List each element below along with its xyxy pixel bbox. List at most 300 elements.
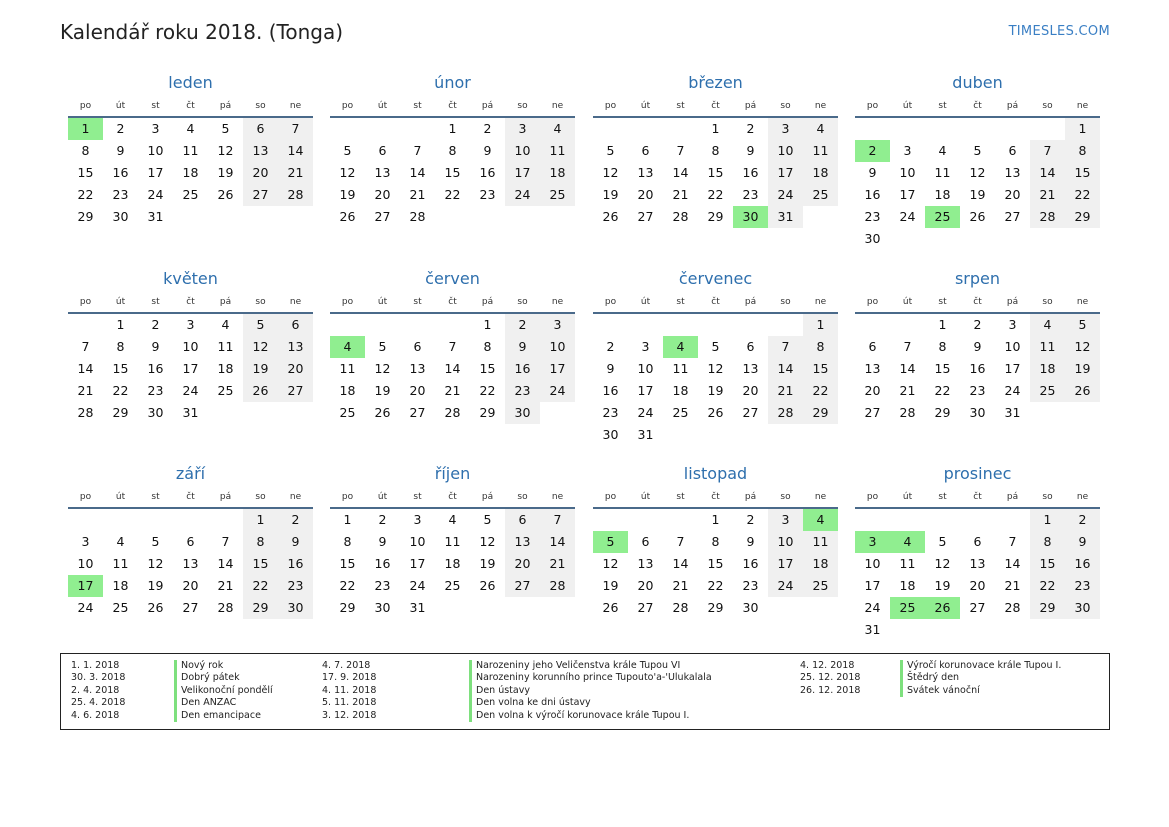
month-name: květen: [163, 269, 218, 288]
day-cell: 31: [637, 427, 654, 442]
day-cell: 22: [1065, 184, 1100, 206]
day-grid: [330, 314, 575, 424]
day-cell: 26: [339, 209, 356, 224]
day-cell: 12: [1065, 336, 1100, 358]
day-cell: 25: [803, 575, 838, 597]
day-cell: 16: [864, 187, 881, 202]
weekday-label: pá: [219, 101, 232, 111]
day-cell: 14: [278, 140, 313, 162]
legend-holiday-name: Nový rok: [174, 660, 223, 672]
day-cell: 29: [243, 597, 278, 619]
empty-cell: [68, 509, 103, 531]
weekday-label: st: [938, 492, 947, 502]
legend-row: [800, 685, 1100, 697]
day-cell: 3: [540, 314, 575, 336]
day-cell: 27: [278, 380, 313, 402]
day-cell: 11: [182, 143, 199, 158]
day-cell: 22: [339, 578, 356, 593]
day-cell: 27: [864, 405, 881, 420]
empty-cell: [435, 314, 470, 336]
day-cell: 24: [505, 184, 540, 206]
day-cell: 13: [505, 531, 540, 553]
day-cell: 6: [1008, 143, 1017, 158]
day-cell: 18: [112, 578, 129, 593]
day-cell: 25: [1030, 380, 1065, 402]
legend-date: 4. 11. 2018: [322, 684, 377, 696]
page-title: Kalendář roku 2018. (Tonga): [60, 20, 344, 44]
weekday-label: út: [115, 101, 126, 111]
legend-date: 25. 4. 2018: [71, 697, 126, 709]
day-cell: 1: [1030, 509, 1065, 531]
day-cell: 15: [1065, 162, 1100, 184]
day-cell: 3: [641, 339, 650, 354]
day-cell: 7: [903, 339, 912, 354]
day-cell: 3: [186, 317, 195, 332]
weekday-header: [330, 292, 575, 314]
empty-cell: [68, 314, 103, 336]
day-cell: 21: [444, 383, 461, 398]
weekday-label: čt: [711, 492, 720, 502]
holiday-day: 2: [855, 140, 890, 162]
day-cell: 2: [116, 121, 125, 136]
day-cell: 4: [803, 118, 838, 140]
weekday-label: út: [115, 297, 126, 307]
weekday-header: [68, 487, 313, 509]
day-cell: 17: [864, 578, 881, 593]
legend-row: [71, 660, 311, 672]
weekday-label: čt: [711, 101, 720, 111]
day-cell: 21: [409, 187, 426, 202]
weekday-label: čt: [448, 492, 457, 502]
day-cell: 8: [483, 339, 492, 354]
holiday-day: 25: [925, 206, 960, 228]
day-cell: 20: [637, 187, 654, 202]
day-cell: 27: [969, 600, 986, 615]
day-cell: 23: [505, 380, 540, 402]
day-cell: 30: [147, 405, 164, 420]
day-cell: 13: [374, 165, 391, 180]
empty-cell: [400, 314, 435, 336]
day-cell: 10: [409, 534, 426, 549]
weekday-label: so: [517, 492, 528, 502]
legend-holiday-name: Velikonoční pondělí: [174, 685, 273, 697]
weekday-header: [330, 96, 575, 118]
empty-cell: [698, 314, 733, 336]
day-cell: 6: [973, 534, 982, 549]
legend-holiday-name: Svátek vánoční: [900, 685, 980, 697]
day-cell: 23: [742, 187, 759, 202]
day-cell: 14: [672, 165, 689, 180]
day-cell: 1: [1065, 118, 1100, 140]
legend-holiday-name: Den emancipace: [174, 710, 261, 722]
empty-cell: [365, 314, 400, 336]
holiday-day: 1: [68, 118, 103, 140]
weekday-label: ne: [551, 297, 564, 307]
empty-cell: [628, 509, 663, 531]
day-cell: 31: [768, 206, 803, 228]
day-grid: [330, 509, 575, 619]
day-cell: 29: [934, 405, 951, 420]
day-cell: 5: [606, 143, 615, 158]
day-cell: 9: [505, 336, 540, 358]
weekday-label: pá: [1006, 492, 1019, 502]
day-cell: 6: [868, 339, 877, 354]
empty-cell: [1030, 118, 1065, 140]
day-cell: 29: [479, 405, 496, 420]
day-cell: 13: [637, 165, 654, 180]
weekday-label: út: [902, 492, 913, 502]
day-cell: 6: [278, 314, 313, 336]
day-cell: 19: [1065, 358, 1100, 380]
day-cell: 26: [243, 380, 278, 402]
weekday-label: út: [377, 297, 388, 307]
weekday-label: st: [413, 101, 422, 111]
day-cell: 23: [602, 405, 619, 420]
day-cell: 17: [1004, 361, 1021, 376]
day-cell: 10: [899, 165, 916, 180]
day-cell: 17: [768, 553, 803, 575]
empty-cell: [663, 509, 698, 531]
weekday-label: út: [377, 492, 388, 502]
empty-cell: [400, 118, 435, 140]
day-cell: 11: [803, 140, 838, 162]
day-cell: 20: [969, 578, 986, 593]
day-cell: 17: [505, 162, 540, 184]
weekday-label: ne: [1076, 492, 1089, 502]
month-name: březen: [688, 73, 743, 92]
empty-cell: [855, 118, 890, 140]
weekday-label: pá: [744, 101, 757, 111]
empty-cell: [890, 118, 925, 140]
day-cell: 15: [803, 358, 838, 380]
weekday-label: so: [517, 297, 528, 307]
day-cell: 24: [864, 600, 881, 615]
weekday-label: pá: [219, 492, 232, 502]
day-cell: 12: [339, 165, 356, 180]
day-cell: 28: [1030, 206, 1065, 228]
day-cell: 18: [182, 165, 199, 180]
weekday-label: st: [676, 297, 685, 307]
day-cell: 21: [1030, 184, 1065, 206]
day-cell: 6: [746, 339, 755, 354]
holiday-day: 26: [925, 597, 960, 619]
day-cell: 3: [768, 118, 803, 140]
legend-date: 5. 11. 2018: [322, 697, 377, 709]
day-cell: 29: [77, 209, 94, 224]
legend-holiday-name: Narozeniny korunního prince Tupouto'a-'Ulukalala: [469, 672, 712, 684]
day-cell: 4: [186, 121, 195, 136]
day-cell: 5: [151, 534, 160, 549]
day-cell: 20: [278, 358, 313, 380]
day-cell: 21: [540, 553, 575, 575]
empty-cell: [330, 118, 365, 140]
day-cell: 24: [1004, 383, 1021, 398]
weekday-label: čt: [973, 492, 982, 502]
weekday-label: čt: [186, 101, 195, 111]
weekday-label: po: [341, 492, 354, 502]
day-cell: 26: [602, 209, 619, 224]
legend-date: 4. 6. 2018: [71, 709, 120, 721]
day-cell: 25: [217, 383, 234, 398]
day-cell: 11: [899, 556, 916, 571]
day-cell: 19: [707, 383, 724, 398]
day-cell: 27: [409, 405, 426, 420]
day-cell: 23: [969, 383, 986, 398]
day-cell: 28: [1004, 600, 1021, 615]
day-cell: 23: [479, 187, 496, 202]
day-cell: 29: [1065, 206, 1100, 228]
day-cell: 20: [243, 162, 278, 184]
month-name: únor: [434, 73, 471, 92]
month-12: [855, 463, 1100, 641]
day-cell: 16: [742, 165, 759, 180]
empty-cell: [628, 314, 663, 336]
day-cell: 9: [483, 143, 492, 158]
month-3: [593, 72, 838, 228]
day-cell: 23: [374, 578, 391, 593]
weekday-header: [68, 292, 313, 314]
day-cell: 14: [540, 531, 575, 553]
day-cell: 2: [505, 314, 540, 336]
day-cell: 8: [803, 336, 838, 358]
weekday-header: [593, 96, 838, 118]
weekday-label: čt: [448, 297, 457, 307]
weekday-label: ne: [289, 492, 302, 502]
day-cell: 8: [243, 531, 278, 553]
day-cell: 8: [711, 534, 720, 549]
weekday-label: st: [151, 101, 160, 111]
day-cell: 11: [672, 361, 689, 376]
day-cell: 3: [151, 121, 160, 136]
day-cell: 25: [444, 578, 461, 593]
weekday-label: po: [866, 297, 879, 307]
day-cell: 13: [409, 361, 426, 376]
day-cell: 18: [217, 361, 234, 376]
weekday-label: so: [1042, 101, 1053, 111]
day-cell: 15: [707, 556, 724, 571]
day-cell: 7: [81, 339, 90, 354]
holiday-day: 4: [890, 531, 925, 553]
day-cell: 8: [448, 143, 457, 158]
day-cell: 10: [77, 556, 94, 571]
day-cell: 15: [339, 556, 356, 571]
day-cell: 30: [602, 427, 619, 442]
day-cell: 12: [147, 556, 164, 571]
day-grid: [593, 314, 838, 446]
weekday-header: [855, 487, 1100, 509]
legend-column-1: [71, 660, 311, 722]
day-cell: 24: [409, 578, 426, 593]
weekday-label: ne: [1076, 101, 1089, 111]
month-8: [855, 268, 1100, 424]
weekday-label: pá: [219, 297, 232, 307]
empty-cell: [733, 314, 768, 336]
holiday-day: 30: [733, 206, 768, 228]
empty-cell: [855, 314, 890, 336]
day-cell: 26: [217, 187, 234, 202]
day-cell: 13: [864, 361, 881, 376]
day-cell: 25: [540, 184, 575, 206]
weekday-label: st: [413, 492, 422, 502]
month-name: duben: [952, 73, 1003, 92]
day-cell: 22: [707, 187, 724, 202]
day-cell: 19: [934, 578, 951, 593]
day-cell: 28: [409, 209, 426, 224]
weekday-label: ne: [289, 297, 302, 307]
day-cell: 20: [182, 578, 199, 593]
legend-row: [322, 697, 792, 709]
day-cell: 24: [768, 575, 803, 597]
day-cell: 31: [409, 600, 426, 615]
day-cell: 8: [81, 143, 90, 158]
day-cell: 28: [77, 405, 94, 420]
day-cell: 26: [707, 405, 724, 420]
empty-cell: [593, 509, 628, 531]
day-cell: 1: [243, 509, 278, 531]
day-cell: 9: [606, 361, 615, 376]
empty-cell: [925, 509, 960, 531]
holiday-day: 4: [803, 509, 838, 531]
day-cell: 27: [637, 209, 654, 224]
legend-date: 1. 1. 2018: [71, 660, 120, 671]
day-cell: 19: [217, 165, 234, 180]
weekday-label: po: [79, 101, 92, 111]
day-grid: [855, 314, 1100, 424]
day-cell: 31: [1004, 405, 1021, 420]
day-cell: 1: [483, 317, 492, 332]
weekday-label: čt: [973, 101, 982, 111]
weekday-label: so: [255, 492, 266, 502]
day-cell: 20: [1004, 187, 1021, 202]
day-cell: 1: [448, 121, 457, 136]
day-cell: 24: [768, 184, 803, 206]
day-cell: 1: [116, 317, 125, 332]
day-cell: 26: [479, 578, 496, 593]
weekday-label: ne: [289, 101, 302, 111]
empty-cell: [890, 509, 925, 531]
empty-cell: [768, 314, 803, 336]
day-cell: 18: [339, 383, 356, 398]
day-cell: 14: [672, 556, 689, 571]
day-cell: 30: [278, 597, 313, 619]
weekday-header: [330, 487, 575, 509]
weekday-label: ne: [551, 101, 564, 111]
legend-row: [800, 672, 1100, 684]
day-cell: 4: [1030, 314, 1065, 336]
day-cell: 3: [505, 118, 540, 140]
weekday-label: po: [341, 101, 354, 111]
weekday-label: so: [1042, 297, 1053, 307]
day-cell: 11: [339, 361, 356, 376]
day-cell: 29: [1030, 597, 1065, 619]
empty-cell: [890, 314, 925, 336]
day-cell: 12: [934, 556, 951, 571]
day-cell: 6: [243, 118, 278, 140]
day-cell: 28: [217, 600, 234, 615]
weekday-label: čt: [711, 297, 720, 307]
day-cell: 10: [505, 140, 540, 162]
day-cell: 15: [444, 165, 461, 180]
day-cell: 17: [899, 187, 916, 202]
weekday-label: út: [640, 101, 651, 111]
day-cell: 26: [147, 600, 164, 615]
legend-row: [322, 685, 792, 697]
month-2: [330, 72, 575, 228]
day-cell: 26: [602, 600, 619, 615]
weekday-label: po: [79, 297, 92, 307]
weekday-label: so: [517, 101, 528, 111]
day-cell: 31: [182, 405, 199, 420]
weekday-label: čt: [448, 101, 457, 111]
day-cell: 22: [803, 380, 838, 402]
weekday-label: so: [255, 297, 266, 307]
day-cell: 20: [505, 553, 540, 575]
day-cell: 14: [899, 361, 916, 376]
day-cell: 22: [934, 383, 951, 398]
day-cell: 2: [746, 512, 755, 527]
day-cell: 12: [707, 361, 724, 376]
legend-row: [71, 710, 311, 722]
day-cell: 9: [1065, 531, 1100, 553]
month-11: [593, 463, 838, 619]
day-cell: 5: [711, 339, 720, 354]
day-cell: 6: [641, 143, 650, 158]
site-link[interactable]: TIMESLES.COM: [1008, 24, 1110, 39]
day-cell: 22: [1030, 575, 1065, 597]
day-cell: 16: [969, 361, 986, 376]
day-cell: 14: [409, 165, 426, 180]
weekday-label: po: [79, 492, 92, 502]
day-cell: 23: [278, 575, 313, 597]
month-7: [593, 268, 838, 446]
day-cell: 21: [899, 383, 916, 398]
day-cell: 16: [278, 553, 313, 575]
legend-holiday-name: Den volna k výročí korunovace krále Tupou I.: [469, 710, 689, 722]
day-cell: 17: [540, 358, 575, 380]
weekday-label: so: [780, 297, 791, 307]
day-cell: 30: [112, 209, 129, 224]
month-4: [855, 72, 1100, 250]
day-cell: 18: [444, 556, 461, 571]
day-cell: 3: [81, 534, 90, 549]
day-cell: 16: [112, 165, 129, 180]
day-cell: 12: [969, 165, 986, 180]
weekday-label: so: [1042, 492, 1053, 502]
weekday-label: čt: [973, 297, 982, 307]
day-cell: 22: [112, 383, 129, 398]
day-cell: 17: [147, 165, 164, 180]
weekday-label: čt: [186, 297, 195, 307]
legend-holiday-name: Den volna ke dni ústavy: [469, 697, 591, 709]
day-cell: 18: [672, 383, 689, 398]
day-cell: 19: [602, 578, 619, 593]
weekday-header: [855, 292, 1100, 314]
day-cell: 7: [540, 509, 575, 531]
holiday-day: 4: [330, 336, 365, 358]
day-cell: 22: [444, 187, 461, 202]
weekday-label: so: [780, 492, 791, 502]
empty-cell: [925, 118, 960, 140]
weekday-label: ne: [551, 492, 564, 502]
day-cell: 20: [864, 383, 881, 398]
day-cell: 14: [768, 358, 803, 380]
day-cell: 12: [243, 336, 278, 358]
day-cell: 24: [637, 405, 654, 420]
day-cell: 11: [444, 534, 461, 549]
weekday-label: po: [341, 297, 354, 307]
day-cell: 25: [672, 405, 689, 420]
holiday-day: 3: [855, 531, 890, 553]
